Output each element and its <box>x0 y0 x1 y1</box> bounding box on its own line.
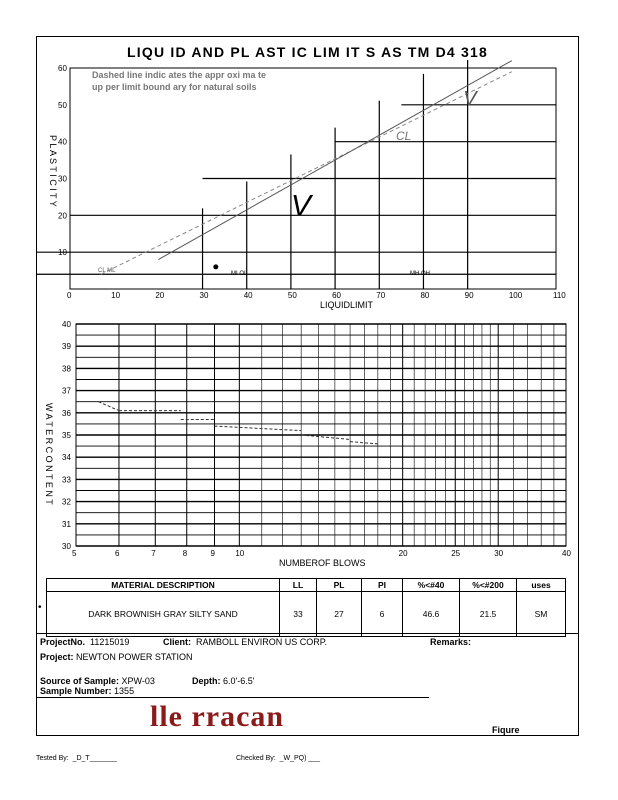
header-pi: PI <box>362 579 403 592</box>
flow-x-tick: 10 <box>235 549 245 558</box>
plasticity-x-tick: 40 <box>243 291 253 300</box>
depth-label: Depth: <box>192 676 221 686</box>
sample-number-label: Sample Number: <box>40 686 112 696</box>
plasticity-x-tick: 30 <box>199 291 209 300</box>
cell-description: DARK BROWNISH GRAY SILTY SAND <box>47 592 280 637</box>
source-row <box>40 676 155 686</box>
plasticity-y-tick: 10 <box>58 248 67 258</box>
client-row <box>163 637 327 647</box>
header-material: MATERIAL DESCRIPTION <box>47 579 280 592</box>
client-label: Client: <box>163 637 191 647</box>
remarks-row <box>430 637 471 647</box>
plasticity-chart <box>36 60 581 315</box>
checked-by <box>236 755 320 762</box>
flow-curve-segment <box>215 426 302 430</box>
flow-x-tick: 5 <box>72 549 77 558</box>
flow-x-tick: 6 <box>114 549 120 558</box>
plasticity-xlabel: LIQUIDLIMIT <box>320 300 374 310</box>
flow-curve-xlabel: NUMBEROF BLOWS <box>279 558 366 568</box>
remarks-label: Remarks: <box>430 637 472 647</box>
plasticity-note-line1: Dashed line indic ates the appr oxi ma te <box>92 70 267 80</box>
checked-by-value: _W_PQ) ___ <box>279 755 321 762</box>
flow-y-tick: 33 <box>62 475 71 485</box>
flow-x-tick: 8 <box>182 549 188 558</box>
tested-by-label: Tested By: <box>36 755 69 762</box>
project-label: Project: <box>40 652 74 662</box>
flow-x-tick: 20 <box>398 549 408 558</box>
project-no-row <box>40 637 129 647</box>
plasticity-ylabel: P L A S T I C I T Y <box>48 135 58 207</box>
region-label-mh-oh: MH OH <box>410 271 430 277</box>
source-label: Source of Sample: <box>40 676 120 686</box>
cell-pl: 27 <box>317 592 362 637</box>
plasticity-x-tick: 20 <box>155 291 165 300</box>
plasticity-x-tick: 90 <box>464 291 474 300</box>
plasticity-x-tick: 110 <box>553 291 566 300</box>
plasticity-marker: V <box>290 189 311 223</box>
header-uses: uses <box>517 579 566 592</box>
region-label-cl-ml: CL ML <box>98 268 116 274</box>
plasticity-y-tick: 50 <box>58 100 67 110</box>
flow-y-tick: 32 <box>62 497 71 507</box>
cell-ll: 33 <box>280 592 317 637</box>
checked-by-label: Checked By: <box>236 755 276 762</box>
flow-y-tick: 38 <box>62 364 71 374</box>
project-no-value: 11215019 <box>90 637 130 647</box>
plasticity-y-tick: 20 <box>58 211 67 221</box>
plasticity-y-tick: 40 <box>58 137 67 147</box>
project-no-label: ProjectNo. <box>40 637 86 647</box>
header-pass200: %<#200 <box>460 579 517 592</box>
plasticity-marker: V <box>463 87 477 110</box>
flow-y-tick: 35 <box>62 431 71 440</box>
project-row <box>40 652 193 662</box>
flow-x-tick: 9 <box>210 549 215 558</box>
plasticity-x-tick: 10 <box>111 291 121 300</box>
flow-curve-segment <box>350 442 378 444</box>
figure-label: Fiqure <box>492 725 520 735</box>
depth-row <box>192 676 254 686</box>
header-pl: PL <box>317 579 362 592</box>
cell-pass200: 21.5 <box>460 592 517 637</box>
report-title: LIQU ID AND PL AST IC LIM IT S AS TM D4 318 <box>127 44 488 60</box>
flow-curve-ylabel: W A T E R C O N T E N T <box>44 403 54 505</box>
sample-number-row <box>40 686 134 696</box>
material-table-header <box>47 579 566 592</box>
flow-curve-segment <box>98 402 119 411</box>
region-label-cl: CL <box>396 129 412 143</box>
plasticity-note-line2: up per limit bound ary for natural soils <box>92 82 257 92</box>
sample-divider <box>36 697 429 698</box>
plasticity-x-tick: 70 <box>376 291 386 300</box>
info-divider <box>36 633 579 634</box>
header-pass40: %<#40 <box>403 579 460 592</box>
flow-x-tick: 7 <box>151 549 156 558</box>
plasticity-x-tick: 100 <box>508 291 523 300</box>
flow-curve-grid <box>62 320 571 558</box>
plasticity-x-tick: 50 <box>287 291 297 300</box>
flow-x-tick: 30 <box>494 549 504 558</box>
client-value: RAMBOLL ENVIRON US CORP. <box>196 637 328 647</box>
flow-x-tick: 40 <box>562 549 571 558</box>
flow-y-tick: 39 <box>62 342 71 352</box>
u-line <box>101 72 512 275</box>
plasticity-grid <box>36 60 566 300</box>
sample-number-value: 1355 <box>114 686 135 696</box>
plasticity-x-tick: 60 <box>332 291 341 300</box>
flow-y-tick: 36 <box>62 408 71 418</box>
company-logo: lle rracan <box>150 700 285 733</box>
depth-value: 6.0'-6.5' <box>223 676 255 686</box>
plasticity-y-tick: 60 <box>58 64 67 73</box>
cell-uses: SM <box>517 592 566 637</box>
flow-y-tick: 37 <box>62 386 71 396</box>
region-label-mi-oi: MI OI <box>231 271 246 277</box>
flow-x-tick: 25 <box>451 549 461 558</box>
header-ll: LL <box>280 579 317 592</box>
table-row <box>47 592 566 637</box>
material-table <box>46 578 566 637</box>
flow-y-tick: 30 <box>62 542 71 551</box>
project-value: NEWTON POWER STATION <box>76 652 193 662</box>
source-value: XPW-03 <box>121 676 155 686</box>
cell-pi: 6 <box>362 592 403 637</box>
tested-by <box>36 755 117 762</box>
sample-point <box>213 264 218 269</box>
plasticity-x-tick: 80 <box>420 291 430 300</box>
flow-y-tick: 31 <box>62 519 71 529</box>
sample-bullet: • <box>38 602 42 613</box>
flow-y-tick: 40 <box>62 320 71 329</box>
flow-curve-chart <box>36 318 581 570</box>
flow-y-tick: 34 <box>62 453 71 463</box>
plasticity-x-tick: 0 <box>67 291 72 300</box>
cell-pass40: 46.6 <box>403 592 460 637</box>
plasticity-y-tick: 30 <box>58 174 67 184</box>
tested-by-value: _D_T_______ <box>72 755 117 762</box>
